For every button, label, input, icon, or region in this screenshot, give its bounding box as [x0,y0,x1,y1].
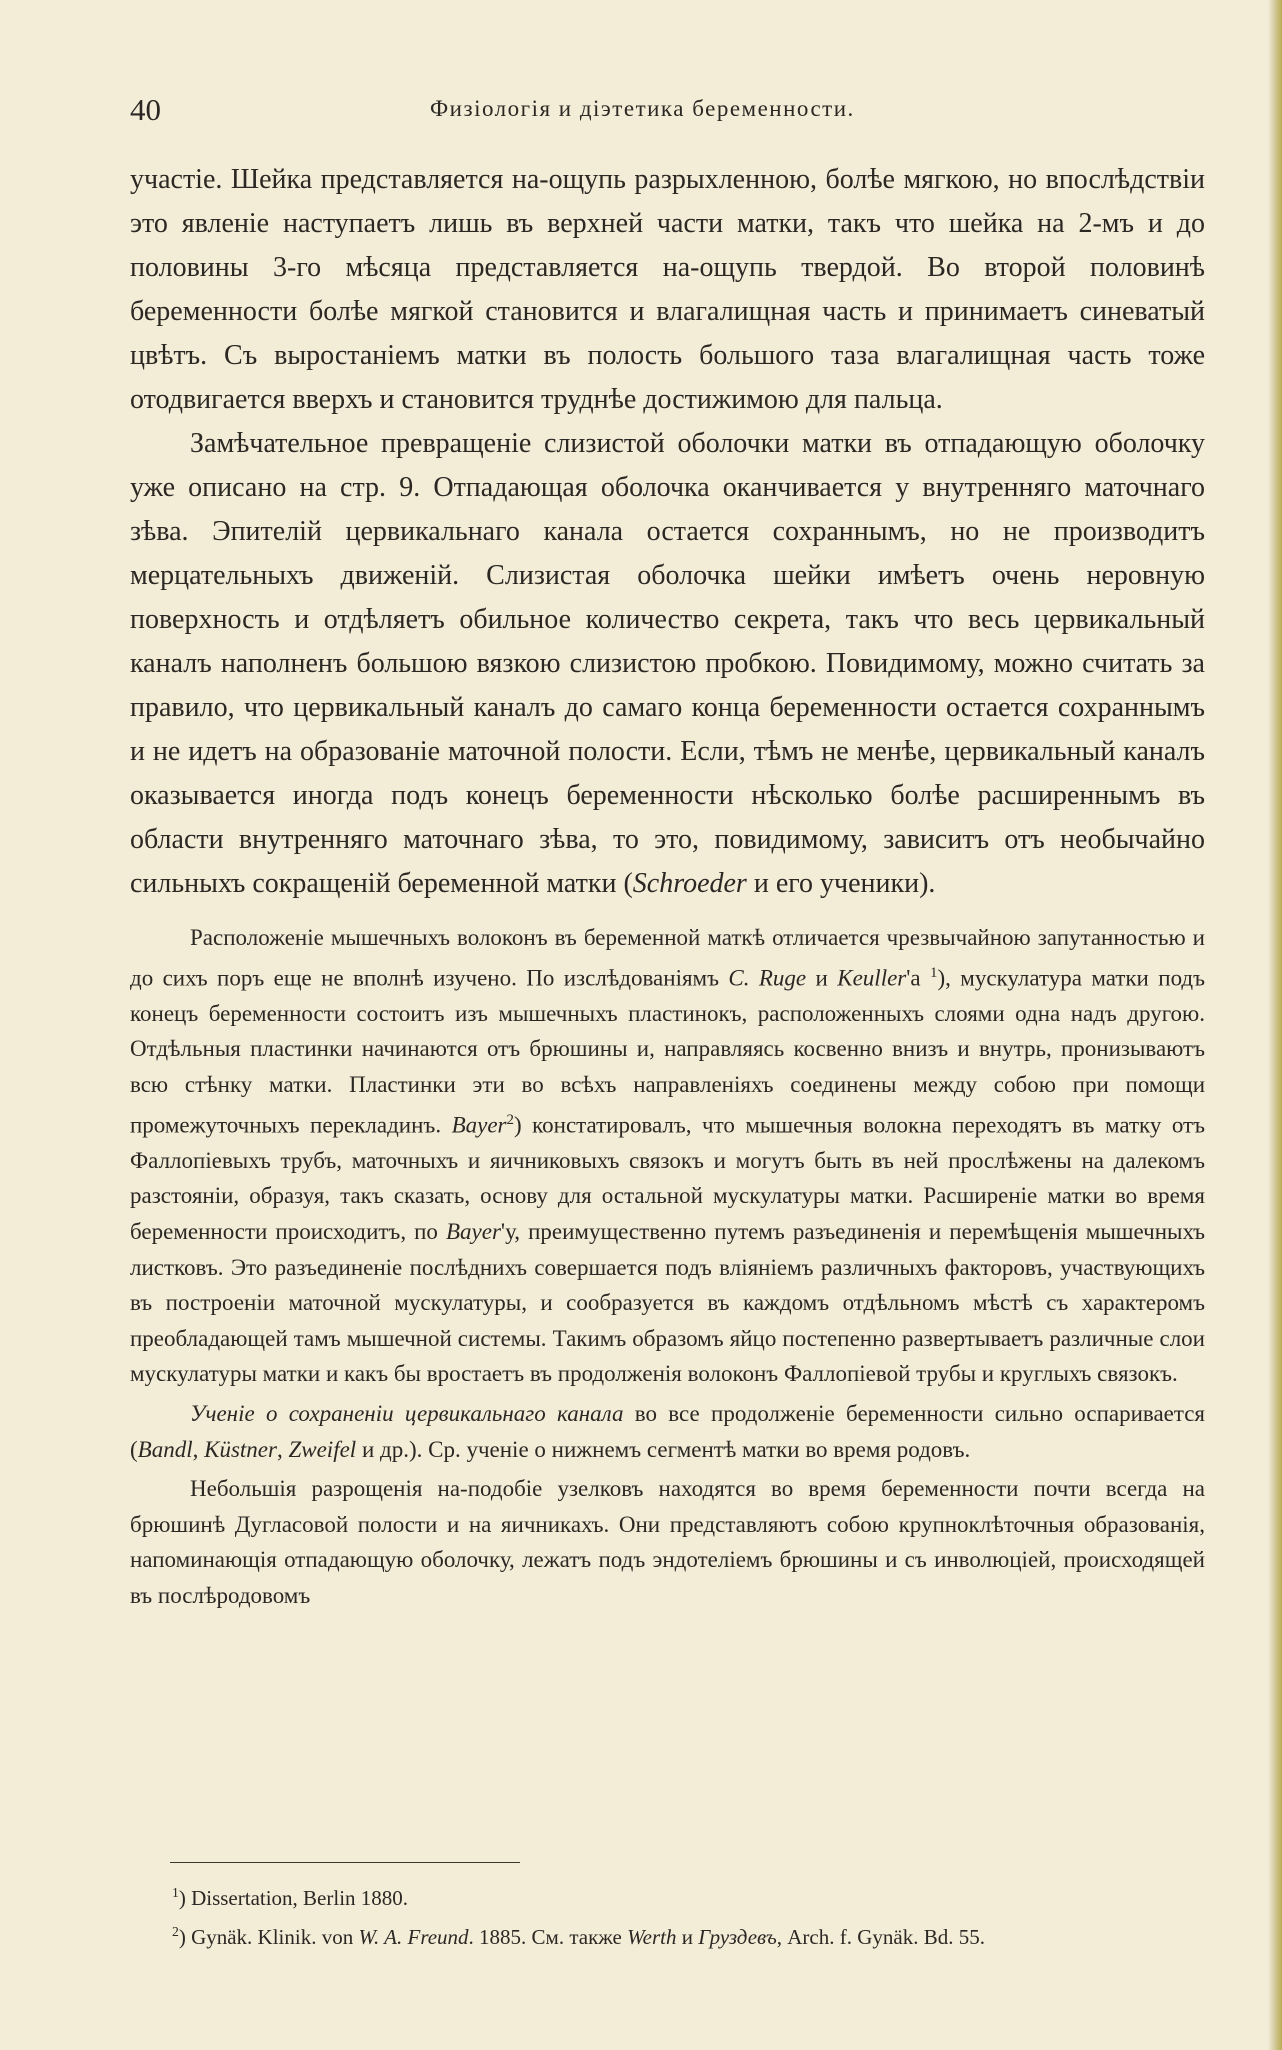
body-text [130,158,1205,1614]
footnote-1 [130,1876,1205,1915]
paragraph-2-text-a: Замѣчательное превращеніе слизистой оболочки матки въ отпадающую оболочку уже описано на стр. 9. Отпадающая оболочка оканчивается у внутренняго маточнаго зѣва. Эпителій цервикальнаго канала остается сохраннымъ, но не производитъ мерцательныхъ движеній. Слизистая оболочка шейки имѣетъ очень неровную поверхность и отдѣляетъ обильное количество секрета, такъ что весь цервикальный каналъ наполненъ большою вязкою слизистою пробкою. Повидимому, можно считать за правило, что цервикальный каналъ до самаго конца беременности остается сохраннымъ и не идетъ на образованіе маточной полости. Если, тѣмъ не менѣе, цервикальный каналъ оказывается иногда подъ конецъ беременности нѣсколько болѣе расширеннымъ въ области внутренняго маточнаго зѣва, то это, повидимому, зависитъ отъ необычайно сильныхъ сокращеній беременной матки ( [130,428,1205,899]
page-edge [1268,0,1282,2050]
author-schroeder: Schroeder [632,868,747,899]
footnote-2-mark: 2 [172,1924,179,1939]
paragraph-2-text-b: и его ученики). [746,868,936,899]
author-ruge: C. Ruge [728,965,807,991]
paragraph-4 [130,1396,1205,1467]
page-number: 40 [130,92,161,127]
paragraph-4-lead: Ученіе о сохраненіи цервикальнаго канала [190,1401,624,1427]
author-gruzdev: Груздевъ [698,1925,777,1949]
footnote-2-text-b: . 1885. См. также [468,1925,628,1949]
author-freund: W. A. Freund [358,1925,469,1949]
footnote-1-text: ) Dissertation, Berlin 1880. [178,1886,409,1910]
author-keuller: Keuller [837,965,907,991]
footnote-1-mark: 1 [172,1885,179,1900]
footnote-divider [170,1862,520,1863]
author-kuestner: Küstner [204,1436,277,1462]
paragraph-3-text-a: Расположеніе мышечныхъ волоконъ въ беременной маткѣ отличается чрезвычайною запутанностью и до сихъ поръ еще не вполнѣ изучено. По изслѣдованіямъ [130,925,1205,991]
author-bayer: Bayer [451,1112,507,1138]
footnote-2 [130,1915,1205,1954]
footnote-ref-1: 1 [930,964,938,981]
paragraph-3-text-f: 'у, преимущественно путемъ разъединенія и перемѣщенія мышечныхъ листковъ. Это разъединеніе послѣднихъ совершается подъ вліяніемъ различныхъ факторовъ, участвующихъ въ построеніи маточной мускулатуры, и сообразуется въ каждомъ отдѣльномъ мѣстѣ съ характеромъ преобладающей тамъ мышечной системы. Такимъ образомъ яйцо постепенно развертываетъ различные слои мускулатуры матки и какъ бы вростаетъ въ продолженія волоконъ Фаллопіевой трубы и круглыхъ связокъ. [130,1219,1205,1387]
paragraph-3 [130,920,1205,1392]
footnote-2-text-c: и [676,1925,699,1949]
paragraph-4-sep-2: , [276,1436,289,1462]
paragraph-2 [130,422,1205,906]
paragraph-4-sep-1: , [192,1436,205,1462]
paragraph-3-text-c: 'а [906,965,930,991]
paragraph-4-text-a: во все продолженіе беременности сильно оспаривается ( [130,1401,1205,1462]
page-header [130,92,1210,132]
running-head: Физіологія и діэтетика беременности. [430,96,855,121]
author-werth: Werth [627,1925,677,1949]
footnotes [130,1876,1205,1954]
paragraph-3-text-d: ), мускулатура матки подъ конецъ беременности состоитъ изъ мышечныхъ пластинокъ, расположенныхъ слоями одна надъ другою. Отдѣльныя пластинки начинаются отъ брюшины и, направляясь косвенно внизъ и внутрь, пронизываютъ всю стѣнку матки. Пластинки эти во всѣхъ направленіяхъ соединены между собою при помощи промежуточныхъ перекладинъ. [130,965,1205,1138]
author-bandl: Bandl [137,1436,193,1462]
footnote-2-text-d: , Arch. f. Gynäk. Bd. 55. [776,1925,985,1949]
paragraph-4-text-b: и др.). Ср. ученіе о нижнемъ сегментѣ матки во время родовъ. [356,1436,971,1462]
footnote-ref-2: 2 [506,1111,514,1128]
paragraph-5: Небольшія разрощенія на-подобіе узелковъ находятся во время беременности почти всегда на брюшинѣ Дугласовой полости и на яичникахъ. Они представляютъ собою крупноклѣточныя образованія, напоминающія отпадающую оболочку, лежатъ подъ эндотеліемъ брюшины и съ инволюціей, происходящей въ послѣродовомъ [130,1476,1205,1608]
paragraph-3-text-e: ) констатировалъ, что мышечныя волокна переходятъ въ матку отъ Фаллопіевыхъ трубъ, маточныхъ и яичниковыхъ связокъ и могутъ быть въ ней прослѣжены на далекомъ разстояніи, образуя, такъ сказать, основу для остальной мускулатуры матки. Расширеніе матки во время беременности происходитъ, по [130,1112,1205,1245]
author-zweifel: Zweifel [288,1436,357,1462]
author-bayer-2: Bayer [446,1219,501,1245]
paragraph-1: участіе. Шейка представляется на-ощупь разрыхленною, болѣе мягкою, но впослѣдствіи это явленіе наступаетъ лишь въ верхней части матки, такъ что шейка на 2-мъ и до половины 3-го мѣсяца представляется на-ощупь твердой. Во второй половинѣ беременности болѣе мягкой становится и влагалищная часть и принимаетъ синеватый цвѣтъ. Съ выростаніемъ матки въ полость большого таза влагалищная часть тоже отодвигается вверхъ и становится труднѣе достижимою для пальца. [130,164,1205,415]
footnote-2-text-a: ) Gynäk. Klinik. von [178,1925,359,1949]
paragraph-3-text-b: и [806,965,838,991]
